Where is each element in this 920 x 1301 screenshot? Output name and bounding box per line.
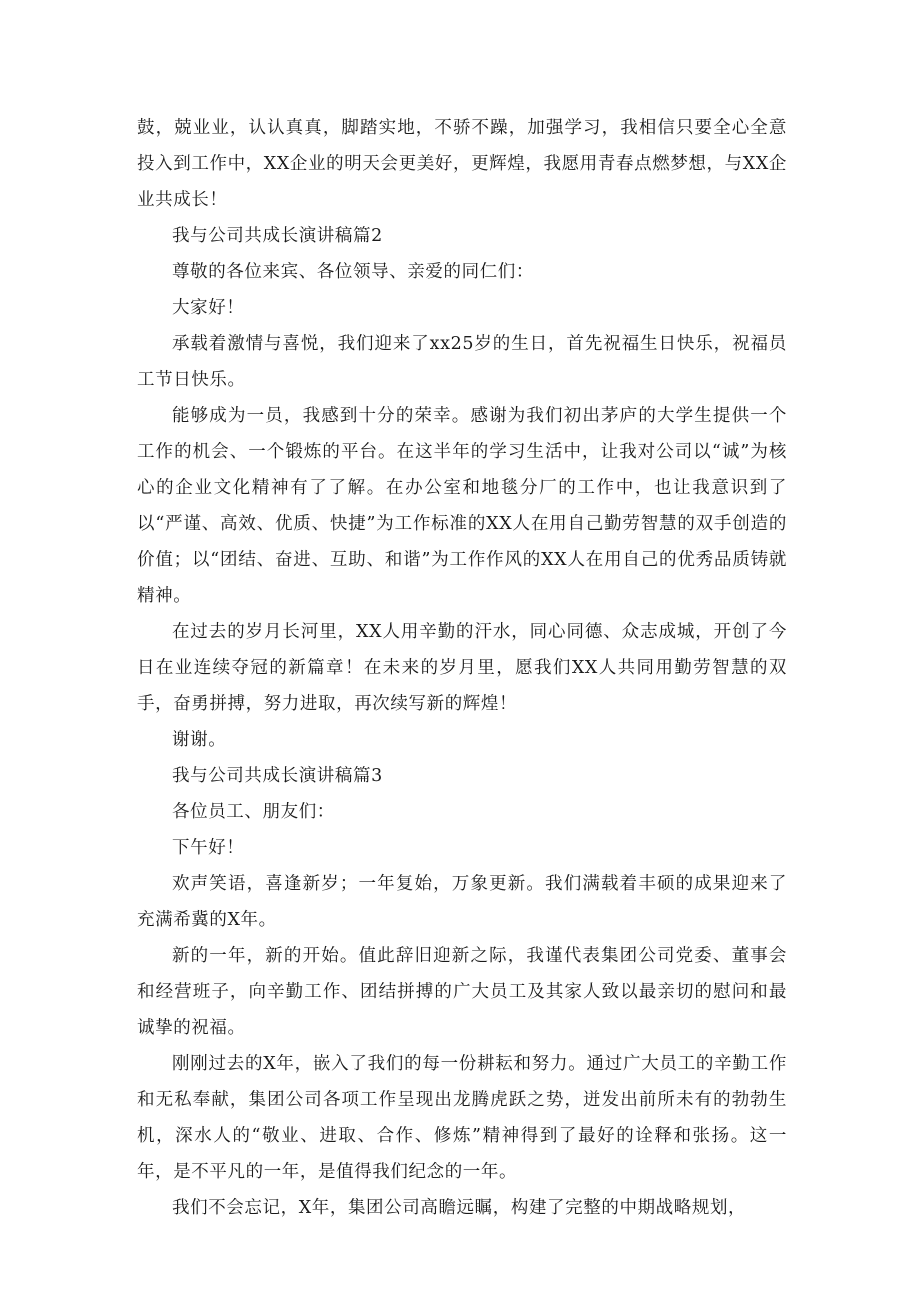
section-heading: 我与公司共成长演讲稿篇2 [172,226,383,246]
paragraph: 欢声笑语，喜逢新岁；一年复始，万象更新。我们满载着丰硕的成果迎来了充满希冀的X年。 [137,874,787,930]
paragraph: 我们不会忘记，X年，集团公司高瞻远瞩，构建了完整的中期战略规划， [172,1198,747,1218]
paragraph: 大家好！ [172,298,245,318]
paragraph: 在过去的岁月长河里，XX人用辛勤的汗水，同心同德、众志成城，开创了今日在业连续夺冠的新篇章！在未来的岁月里，愿我们XX人共同用勤劳智慧的双手，奋勇拼搏，努力进取，再次续写新的辉煌！ [137,622,787,714]
paragraph: 各位员工、朋友们： [172,802,335,822]
paragraph: 能够成为一员，我感到十分的荣幸。感谢为我们初出茅庐的大学生提供一个工作的机会、一个锻炼的平台。在这半年的学习生活中，让我对公司以“诚”为核心的企业文化精神有了了解。在办公室和地毯分厂的工作中，也让我意识到了以“严谨、高效、优质、快捷”为工作标准的XX人在用自己勤劳智慧的双手创造的价值；以“团结、奋进、互助、和谐”为工作作风的XX人在用自己的优秀品质铸就精神。 [137,406,787,606]
paragraph: 新的一年，新的开始。值此辞旧迎新之际，我谨代表集团公司党委、董事会和经营班子，向辛勤工作、团结拼搏的广大员工及其家人致以最亲切的慰问和最诚挚的祝福。 [137,946,787,1038]
paragraph: 下午好！ [172,838,245,858]
paragraph: 谢谢。 [172,730,227,750]
section-heading: 我与公司共成长演讲稿篇3 [172,766,383,786]
document-body [137,110,787,1226]
paragraph: 刚刚过去的X年，嵌入了我们的每一份耕耘和努力。通过广大员工的辛勤工作和无私奉献，集团公司各项工作呈现出龙腾虎跃之势，迸发出前所未有的勃勃生机，深水人的“敬业、进取、合作、修炼”精神得到了最好的诠释和张扬。这一年，是不平凡的一年，是值得我们纪念的一年。 [137,1054,787,1182]
paragraph: 鼓，兢业业，认认真真，脚踏实地，不骄不躁，加强学习，我相信只要全心全意投入到工作中，XX企业的明天会更美好，更辉煌，我愿用青春点燃梦想，与XX企业共成长！ [137,118,787,210]
paragraph: 尊敬的各位来宾、各位领导、亲爱的同仁们： [172,262,534,282]
paragraph: 承载着激情与喜悦，我们迎来了xx25岁的生日，首先祝福生日快乐，祝福员工节日快乐。 [137,334,787,390]
